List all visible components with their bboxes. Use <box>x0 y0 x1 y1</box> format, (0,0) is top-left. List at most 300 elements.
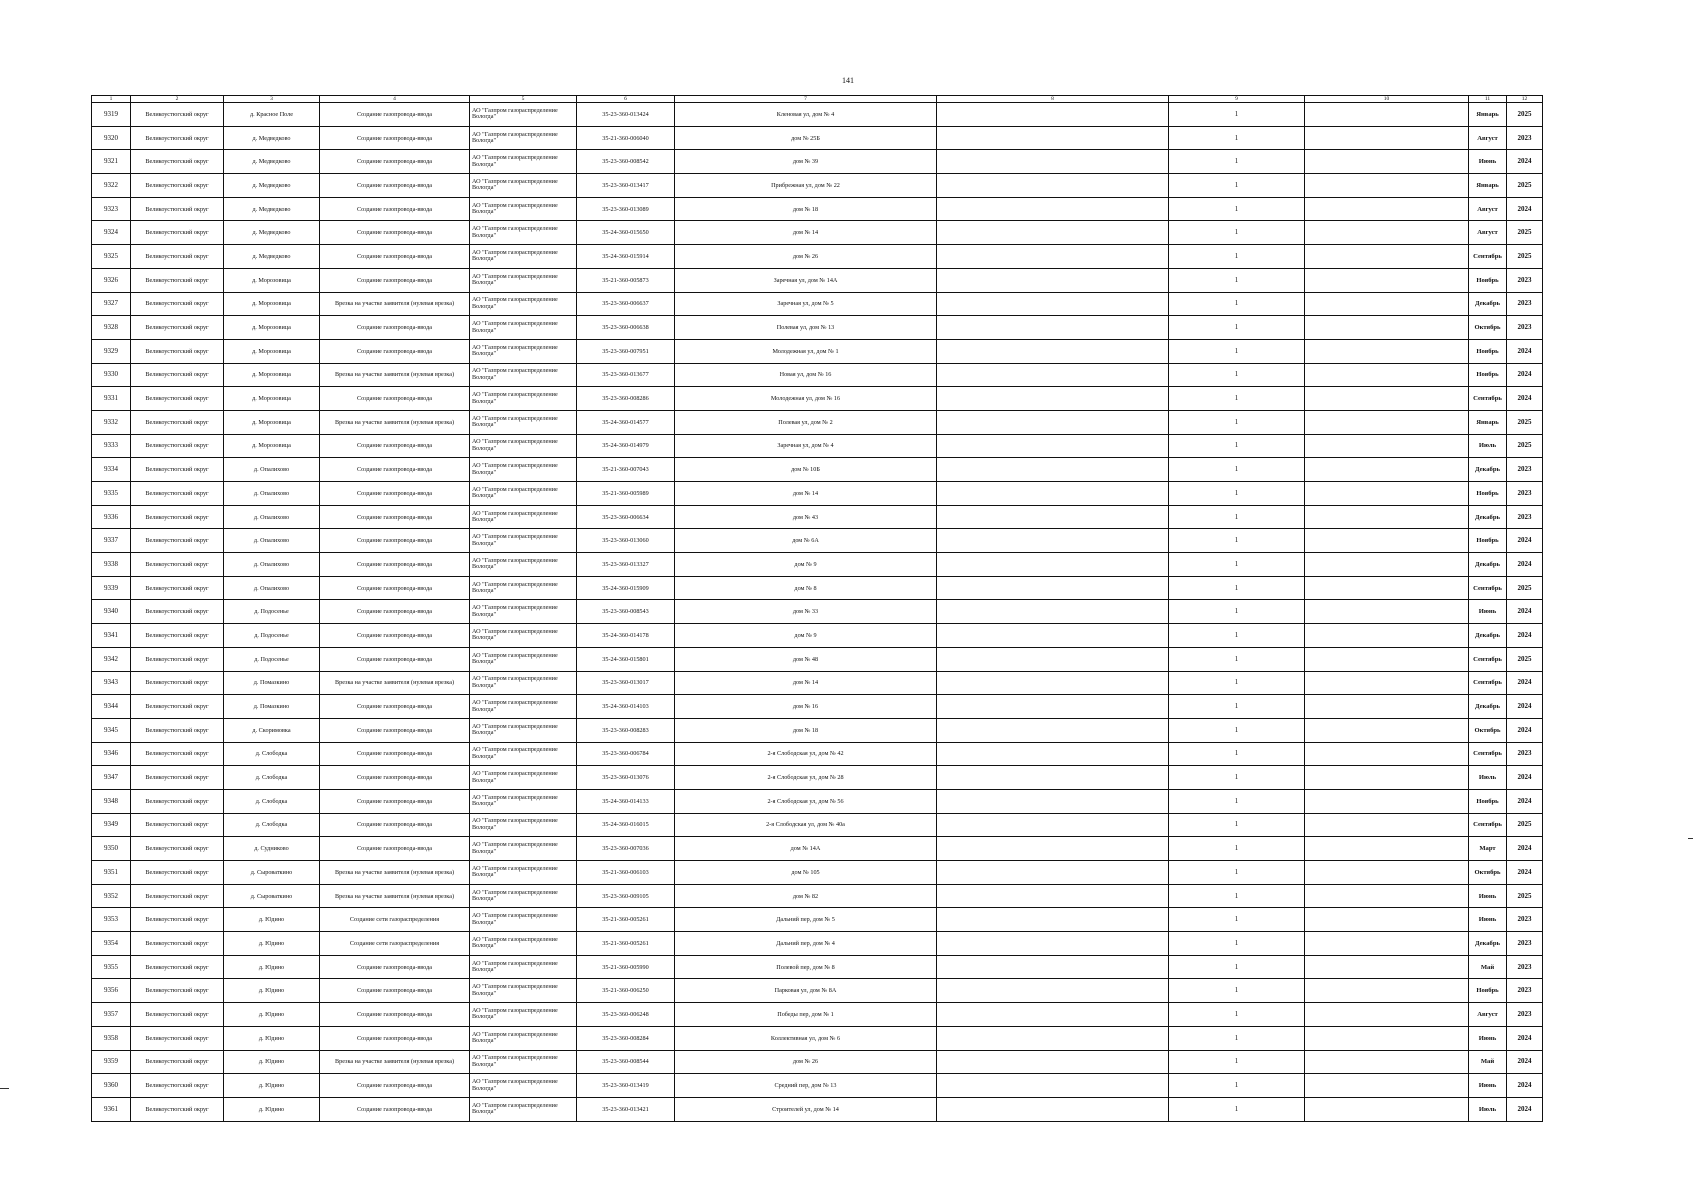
table-row <box>92 339 1543 363</box>
quantity-cell: 1 <box>1169 647 1305 671</box>
district-cell: Великоустюгский округ <box>131 458 224 482</box>
quantity-cell: 1 <box>1169 1050 1305 1074</box>
locality-cell: д. Морозовица <box>224 363 320 387</box>
district-cell: Великоустюгский округ <box>131 742 224 766</box>
cadastral-number-cell: 35-23-360-008286 <box>577 387 675 411</box>
empty-cell-col8 <box>937 529 1169 553</box>
work-type-cell: Создание газопровода-ввода <box>320 174 470 198</box>
quantity-cell: 1 <box>1169 1074 1305 1098</box>
district-cell: Великоустюгский округ <box>131 1026 224 1050</box>
work-type-cell: Создание сети газораспределения <box>320 908 470 932</box>
month-cell: Октябрь <box>1469 316 1507 340</box>
empty-cell-col8 <box>937 932 1169 956</box>
address-cell: Молодежная ул, дом № 1 <box>675 339 937 363</box>
row-number: 9352 <box>92 884 131 908</box>
empty-cell-col10 <box>1305 434 1469 458</box>
quantity-cell: 1 <box>1169 979 1305 1003</box>
page-number: 141 <box>842 76 854 85</box>
month-cell: Январь <box>1469 174 1507 198</box>
quantity-cell: 1 <box>1169 837 1305 861</box>
cadastral-number-cell: 35-23-360-013424 <box>577 103 675 127</box>
row-number: 9331 <box>92 387 131 411</box>
district-cell: Великоустюгский округ <box>131 932 224 956</box>
row-number: 9353 <box>92 908 131 932</box>
table-row <box>92 434 1543 458</box>
organization-cell: АО "Газпром газораспределение Вологда" <box>470 363 577 387</box>
organization-cell: АО "Газпром газораспределение Вологда" <box>470 932 577 956</box>
cadastral-number-cell: 35-23-360-007951 <box>577 339 675 363</box>
quantity-cell: 1 <box>1169 197 1305 221</box>
year-cell: 2023 <box>1507 1003 1543 1027</box>
organization-cell: АО "Газпром газораспределение Вологда" <box>470 434 577 458</box>
district-cell: Великоустюгский округ <box>131 268 224 292</box>
empty-cell-col8 <box>937 434 1169 458</box>
quantity-cell: 1 <box>1169 600 1305 624</box>
row-number: 9356 <box>92 979 131 1003</box>
work-type-cell: Создание газопровода-ввода <box>320 458 470 482</box>
quantity-cell: 1 <box>1169 1097 1305 1121</box>
row-number: 9332 <box>92 410 131 434</box>
organization-cell: АО "Газпром газораспределение Вологда" <box>470 150 577 174</box>
organization-cell: АО "Газпром газораспределение Вологда" <box>470 671 577 695</box>
table-row <box>92 647 1543 671</box>
quantity-cell: 1 <box>1169 553 1305 577</box>
empty-cell-col10 <box>1305 766 1469 790</box>
quantity-cell: 1 <box>1169 789 1305 813</box>
empty-cell-col8 <box>937 837 1169 861</box>
organization-cell: АО "Газпром газораспределение Вологда" <box>470 766 577 790</box>
month-cell: Сентябрь <box>1469 647 1507 671</box>
quantity-cell: 1 <box>1169 813 1305 837</box>
empty-cell-col8 <box>937 268 1169 292</box>
quantity-cell: 1 <box>1169 908 1305 932</box>
row-number: 9329 <box>92 339 131 363</box>
work-type-cell: Создание газопровода-ввода <box>320 600 470 624</box>
work-type-cell: Врезка на участке заявителя (нулевая врезка) <box>320 363 470 387</box>
empty-cell-col10 <box>1305 316 1469 340</box>
locality-cell: д. Опалихово <box>224 529 320 553</box>
month-cell: Декабрь <box>1469 695 1507 719</box>
organization-cell: АО "Газпром газораспределение Вологда" <box>470 718 577 742</box>
address-cell: дом № 9 <box>675 553 937 577</box>
month-cell: Декабрь <box>1469 624 1507 648</box>
empty-cell-col10 <box>1305 647 1469 671</box>
month-cell: Декабрь <box>1469 553 1507 577</box>
year-cell: 2025 <box>1507 813 1543 837</box>
quantity-cell: 1 <box>1169 292 1305 316</box>
organization-cell: АО "Газпром газораспределение Вологда" <box>470 837 577 861</box>
empty-cell-col10 <box>1305 245 1469 269</box>
empty-cell-col10 <box>1305 1026 1469 1050</box>
year-cell: 2024 <box>1507 1074 1543 1098</box>
empty-cell-col10 <box>1305 671 1469 695</box>
empty-cell-col10 <box>1305 505 1469 529</box>
cadastral-number-cell: 35-23-360-008283 <box>577 718 675 742</box>
month-cell: Январь <box>1469 103 1507 127</box>
cadastral-number-cell: 35-23-360-006784 <box>577 742 675 766</box>
table-row <box>92 671 1543 695</box>
empty-cell-col10 <box>1305 695 1469 719</box>
locality-cell: д. Подосенье <box>224 647 320 671</box>
table-row <box>92 458 1543 482</box>
month-cell: Август <box>1469 221 1507 245</box>
table-row <box>92 1074 1543 1098</box>
address-cell: Заречная ул, дом № 4 <box>675 434 937 458</box>
cadastral-number-cell: 35-24-360-014178 <box>577 624 675 648</box>
quantity-cell: 1 <box>1169 221 1305 245</box>
table-row <box>92 126 1543 150</box>
district-cell: Великоустюгский округ <box>131 387 224 411</box>
address-cell: Средний пер, дом № 13 <box>675 1074 937 1098</box>
month-cell: Июнь <box>1469 1026 1507 1050</box>
district-cell: Великоустюгский округ <box>131 553 224 577</box>
quantity-cell: 1 <box>1169 861 1305 885</box>
year-cell: 2024 <box>1507 363 1543 387</box>
table-row <box>92 979 1543 1003</box>
empty-cell-col8 <box>937 671 1169 695</box>
district-cell: Великоустюгский округ <box>131 861 224 885</box>
organization-cell: АО "Газпром газораспределение Вологда" <box>470 695 577 719</box>
year-cell: 2025 <box>1507 576 1543 600</box>
empty-cell-col10 <box>1305 482 1469 506</box>
table-row <box>92 553 1543 577</box>
row-number: 9319 <box>92 103 131 127</box>
empty-cell-col10 <box>1305 197 1469 221</box>
organization-cell: АО "Газпром газораспределение Вологда" <box>470 742 577 766</box>
organization-cell: АО "Газпром газораспределение Вологда" <box>470 482 577 506</box>
cadastral-number-cell: 35-21-360-005989 <box>577 482 675 506</box>
district-cell: Великоустюгский округ <box>131 576 224 600</box>
month-cell: Март <box>1469 837 1507 861</box>
table-row <box>92 103 1543 127</box>
month-cell: Июль <box>1469 434 1507 458</box>
district-cell: Великоустюгский округ <box>131 600 224 624</box>
work-type-cell: Врезка на участке заявителя (нулевая врезка) <box>320 861 470 885</box>
quantity-cell: 1 <box>1169 174 1305 198</box>
year-cell: 2023 <box>1507 268 1543 292</box>
year-cell: 2024 <box>1507 789 1543 813</box>
address-cell: дом № 18 <box>675 718 937 742</box>
empty-cell-col8 <box>937 363 1169 387</box>
district-cell: Великоустюгский округ <box>131 1074 224 1098</box>
cadastral-number-cell: 35-24-360-015914 <box>577 245 675 269</box>
address-cell: Победы пер, дом № 1 <box>675 1003 937 1027</box>
column-number: 4 <box>320 96 470 103</box>
row-number: 9359 <box>92 1050 131 1074</box>
month-cell: Июль <box>1469 1097 1507 1121</box>
cadastral-number-cell: 35-23-360-007036 <box>577 837 675 861</box>
month-cell: Октябрь <box>1469 718 1507 742</box>
cadastral-number-cell: 35-23-360-013076 <box>577 766 675 790</box>
work-type-cell: Создание газопровода-ввода <box>320 268 470 292</box>
work-type-cell: Врезка на участке заявителя (нулевая врезка) <box>320 410 470 434</box>
column-number: 6 <box>577 96 675 103</box>
organization-cell: АО "Газпром газораспределение Вологда" <box>470 387 577 411</box>
organization-cell: АО "Газпром газораспределение Вологда" <box>470 908 577 932</box>
empty-cell-col8 <box>937 126 1169 150</box>
cadastral-number-cell: 35-24-360-014133 <box>577 789 675 813</box>
cadastral-number-cell: 35-23-360-013417 <box>577 174 675 198</box>
locality-cell: д. Морозовица <box>224 292 320 316</box>
work-type-cell: Создание газопровода-ввода <box>320 387 470 411</box>
year-cell: 2025 <box>1507 434 1543 458</box>
work-type-cell: Создание газопровода-ввода <box>320 789 470 813</box>
empty-cell-col8 <box>937 908 1169 932</box>
empty-cell-col10 <box>1305 221 1469 245</box>
cadastral-number-cell: 35-23-360-013017 <box>577 671 675 695</box>
empty-cell-col10 <box>1305 126 1469 150</box>
row-number: 9324 <box>92 221 131 245</box>
work-type-cell: Врезка на участке заявителя (нулевая врезка) <box>320 292 470 316</box>
row-number: 9350 <box>92 837 131 861</box>
organization-cell: АО "Газпром газораспределение Вологда" <box>470 1074 577 1098</box>
table-row <box>92 292 1543 316</box>
locality-cell: д. Медведково <box>224 126 320 150</box>
organization-cell: АО "Газпром газораспределение Вологда" <box>470 861 577 885</box>
address-cell: дом № 14 <box>675 671 937 695</box>
empty-cell-col10 <box>1305 955 1469 979</box>
year-cell: 2025 <box>1507 174 1543 198</box>
address-cell: Полевой пер, дом № 8 <box>675 955 937 979</box>
empty-cell-col8 <box>937 103 1169 127</box>
address-cell: Заречная ул, дом № 5 <box>675 292 937 316</box>
district-cell: Великоустюгский округ <box>131 789 224 813</box>
empty-cell-col10 <box>1305 979 1469 1003</box>
year-cell: 2023 <box>1507 126 1543 150</box>
locality-cell: д. Юдино <box>224 1003 320 1027</box>
month-cell: Сентябрь <box>1469 245 1507 269</box>
locality-cell: д. Юдино <box>224 955 320 979</box>
district-cell: Великоустюгский округ <box>131 695 224 719</box>
quantity-cell: 1 <box>1169 1026 1305 1050</box>
district-cell: Великоустюгский округ <box>131 529 224 553</box>
empty-cell-col10 <box>1305 861 1469 885</box>
address-cell: Новая ул, дом № 16 <box>675 363 937 387</box>
locality-cell: д. Морозовица <box>224 268 320 292</box>
empty-cell-col8 <box>937 1097 1169 1121</box>
work-type-cell: Создание газопровода-ввода <box>320 126 470 150</box>
empty-cell-col10 <box>1305 529 1469 553</box>
quantity-cell: 1 <box>1169 387 1305 411</box>
organization-cell: АО "Газпром газораспределение Вологда" <box>470 576 577 600</box>
quantity-cell: 1 <box>1169 434 1305 458</box>
year-cell: 2023 <box>1507 458 1543 482</box>
district-cell: Великоустюгский округ <box>131 1003 224 1027</box>
row-number: 9360 <box>92 1074 131 1098</box>
row-number: 9348 <box>92 789 131 813</box>
district-cell: Великоустюгский округ <box>131 718 224 742</box>
empty-cell-col10 <box>1305 174 1469 198</box>
district-cell: Великоустюгский округ <box>131 174 224 198</box>
address-cell: Полевая ул, дом № 13 <box>675 316 937 340</box>
locality-cell: д. Морозовица <box>224 410 320 434</box>
locality-cell: д. Медведково <box>224 245 320 269</box>
locality-cell: д. Слободка <box>224 766 320 790</box>
district-cell: Великоустюгский округ <box>131 292 224 316</box>
empty-cell-col8 <box>937 410 1169 434</box>
table-row <box>92 1097 1543 1121</box>
table-row <box>92 955 1543 979</box>
quantity-cell: 1 <box>1169 624 1305 648</box>
month-cell: Июль <box>1469 766 1507 790</box>
address-cell: Парковая ул, дом № 8А <box>675 979 937 1003</box>
empty-cell-col10 <box>1305 410 1469 434</box>
cadastral-number-cell: 35-23-360-013419 <box>577 1074 675 1098</box>
locality-cell: д. Опалихово <box>224 505 320 529</box>
locality-cell: д. Юдино <box>224 932 320 956</box>
table-row <box>92 766 1543 790</box>
organization-cell: АО "Газпром газораспределение Вологда" <box>470 174 577 198</box>
address-cell: дом № 33 <box>675 600 937 624</box>
district-cell: Великоустюгский округ <box>131 908 224 932</box>
work-type-cell: Создание газопровода-ввода <box>320 813 470 837</box>
organization-cell: АО "Газпром газораспределение Вологда" <box>470 979 577 1003</box>
work-type-cell: Создание газопровода-ввода <box>320 505 470 529</box>
organization-cell: АО "Газпром газораспределение Вологда" <box>470 789 577 813</box>
district-cell: Великоустюгский округ <box>131 671 224 695</box>
organization-cell: АО "Газпром газораспределение Вологда" <box>470 197 577 221</box>
quantity-cell: 1 <box>1169 932 1305 956</box>
address-cell: дом № 9 <box>675 624 937 648</box>
address-cell: дом № 14 <box>675 482 937 506</box>
year-cell: 2025 <box>1507 410 1543 434</box>
empty-cell-col8 <box>937 1074 1169 1098</box>
address-cell: Дальний пер, дом № 4 <box>675 932 937 956</box>
row-number: 9321 <box>92 150 131 174</box>
quantity-cell: 1 <box>1169 268 1305 292</box>
row-number: 9349 <box>92 813 131 837</box>
empty-cell-col8 <box>937 1026 1169 1050</box>
empty-cell-col8 <box>937 221 1169 245</box>
column-number: 3 <box>224 96 320 103</box>
gasification-table <box>91 95 1543 1122</box>
year-cell: 2024 <box>1507 1097 1543 1121</box>
empty-cell-col8 <box>937 245 1169 269</box>
year-cell: 2024 <box>1507 339 1543 363</box>
empty-cell-col8 <box>937 742 1169 766</box>
month-cell: Август <box>1469 197 1507 221</box>
row-number: 9347 <box>92 766 131 790</box>
month-cell: Ноябрь <box>1469 339 1507 363</box>
district-cell: Великоустюгский округ <box>131 1050 224 1074</box>
organization-cell: АО "Газпром газораспределение Вологда" <box>470 529 577 553</box>
cadastral-number-cell: 35-23-360-006637 <box>577 292 675 316</box>
locality-cell: д. Слободка <box>224 742 320 766</box>
empty-cell-col8 <box>937 695 1169 719</box>
quantity-cell: 1 <box>1169 363 1305 387</box>
work-type-cell: Создание газопровода-ввода <box>320 245 470 269</box>
table-row <box>92 932 1543 956</box>
address-cell: дом № 14 <box>675 221 937 245</box>
locality-cell: д. Юдино <box>224 1074 320 1098</box>
cadastral-number-cell: 35-21-360-006040 <box>577 126 675 150</box>
column-number: 5 <box>470 96 577 103</box>
cadastral-number-cell: 35-24-360-014979 <box>577 434 675 458</box>
year-cell: 2024 <box>1507 600 1543 624</box>
work-type-cell: Создание газопровода-ввода <box>320 695 470 719</box>
empty-cell-col8 <box>937 482 1169 506</box>
table-row <box>92 861 1543 885</box>
organization-cell: АО "Газпром газораспределение Вологда" <box>470 103 577 127</box>
empty-cell-col10 <box>1305 742 1469 766</box>
table-row <box>92 600 1543 624</box>
quantity-cell: 1 <box>1169 458 1305 482</box>
district-cell: Великоустюгский округ <box>131 316 224 340</box>
column-number: 7 <box>675 96 937 103</box>
work-type-cell: Создание газопровода-ввода <box>320 1074 470 1098</box>
empty-cell-col10 <box>1305 553 1469 577</box>
work-type-cell: Создание газопровода-ввода <box>320 434 470 458</box>
row-number: 9325 <box>92 245 131 269</box>
empty-cell-col8 <box>937 316 1169 340</box>
table-row <box>92 197 1543 221</box>
cadastral-number-cell: 35-21-360-006250 <box>577 979 675 1003</box>
table-row <box>92 1026 1543 1050</box>
address-cell: дом № 10Б <box>675 458 937 482</box>
table-row <box>92 268 1543 292</box>
district-cell: Великоустюгский округ <box>131 410 224 434</box>
cadastral-number-cell: 35-23-360-013089 <box>577 197 675 221</box>
empty-cell-col8 <box>937 576 1169 600</box>
month-cell: Сентябрь <box>1469 813 1507 837</box>
empty-cell-col10 <box>1305 600 1469 624</box>
month-cell: Июнь <box>1469 1074 1507 1098</box>
locality-cell: д. Морозовица <box>224 387 320 411</box>
row-number: 9330 <box>92 363 131 387</box>
cadastral-number-cell: 35-23-360-006634 <box>577 505 675 529</box>
organization-cell: АО "Газпром газораспределение Вологда" <box>470 245 577 269</box>
empty-cell-col10 <box>1305 908 1469 932</box>
quantity-cell: 1 <box>1169 718 1305 742</box>
work-type-cell: Создание газопровода-ввода <box>320 955 470 979</box>
locality-cell: д. Юдино <box>224 1097 320 1121</box>
address-cell: Заречная ул, дом № 14А <box>675 268 937 292</box>
month-cell: Май <box>1469 1050 1507 1074</box>
column-number: 8 <box>937 96 1169 103</box>
empty-cell-col8 <box>937 1050 1169 1074</box>
month-cell: Декабрь <box>1469 292 1507 316</box>
work-type-cell: Создание газопровода-ввода <box>320 624 470 648</box>
work-type-cell: Создание газопровода-ввода <box>320 316 470 340</box>
empty-cell-col10 <box>1305 932 1469 956</box>
year-cell: 2024 <box>1507 718 1543 742</box>
quantity-cell: 1 <box>1169 695 1305 719</box>
organization-cell: АО "Газпром газораспределение Вологда" <box>470 647 577 671</box>
cadastral-number-cell: 35-23-360-013421 <box>577 1097 675 1121</box>
organization-cell: АО "Газпром газораспределение Вологда" <box>470 316 577 340</box>
address-cell: Кленовая ул, дом № 4 <box>675 103 937 127</box>
work-type-cell: Создание газопровода-ввода <box>320 718 470 742</box>
quantity-cell: 1 <box>1169 410 1305 434</box>
year-cell: 2023 <box>1507 908 1543 932</box>
locality-cell: д. Сыроваткино <box>224 884 320 908</box>
organization-cell: АО "Газпром газораспределение Вологда" <box>470 1097 577 1121</box>
locality-cell: д. Сыроваткино <box>224 861 320 885</box>
work-type-cell: Создание газопровода-ввода <box>320 742 470 766</box>
cadastral-number-cell: 35-24-360-015801 <box>577 647 675 671</box>
cadastral-number-cell: 35-21-360-007043 <box>577 458 675 482</box>
table-row <box>92 837 1543 861</box>
table-body <box>92 103 1543 1122</box>
year-cell: 2024 <box>1507 695 1543 719</box>
empty-cell-col8 <box>937 1003 1169 1027</box>
table-row <box>92 1050 1543 1074</box>
organization-cell: АО "Газпром газораспределение Вологда" <box>470 884 577 908</box>
empty-cell-col10 <box>1305 576 1469 600</box>
empty-cell-col8 <box>937 979 1169 1003</box>
district-cell: Великоустюгский округ <box>131 955 224 979</box>
empty-cell-col10 <box>1305 813 1469 837</box>
